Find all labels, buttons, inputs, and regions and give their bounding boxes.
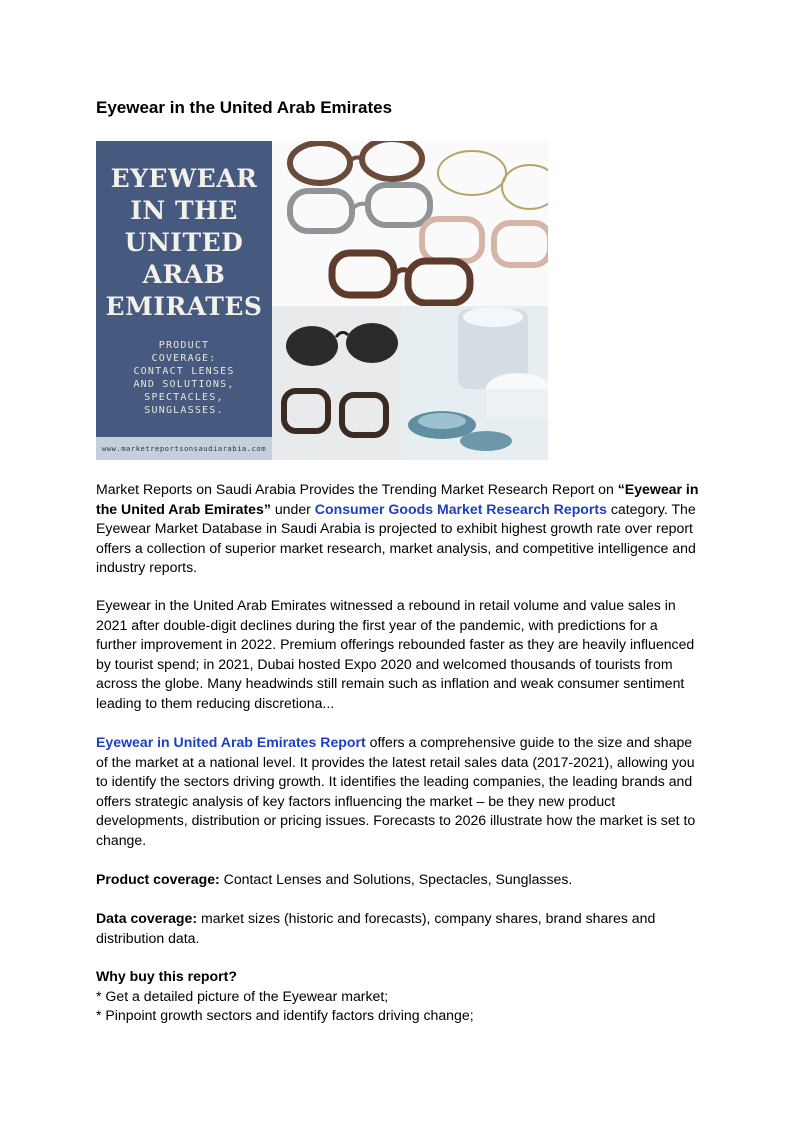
report-paragraph (96, 733, 700, 850)
report-title-bold: “Eyewear in the United Arab Emirates” (96, 481, 699, 517)
hero-subtitle-line: SPECTACLES, (144, 392, 224, 403)
intro-text: Market Reports on Saudi Arabia Provides the Trending Market Research Report on (96, 481, 618, 497)
why-buy-section (96, 967, 700, 1026)
product-coverage-text: Contact Lenses and Solutions, Spectacles, Sunglasses. (219, 871, 573, 887)
why-buy-heading (96, 967, 700, 987)
hero-subtitle-line: PRODUCT (158, 340, 210, 351)
hero-subtitle (96, 339, 272, 417)
hero-title-line: UNITED (124, 228, 244, 257)
product-coverage-label: Product coverage: (96, 871, 220, 887)
eyewear-report-link[interactable]: Eyewear in United Arab Emirates Report (96, 734, 366, 750)
list-item: * Pinpoint growth sectors and identify factors driving change; (96, 1007, 474, 1023)
hero-title-line: ARAB (142, 260, 226, 289)
product-coverage (96, 870, 700, 890)
page-title: Eyewear in the United Arab Emirates (96, 98, 393, 117)
hero-subtitle-line: CONTACT LENSES (133, 366, 235, 377)
hero-title (96, 163, 272, 323)
hero-image (96, 141, 548, 460)
data-coverage-label: Data coverage: (96, 910, 198, 926)
consumer-goods-link[interactable]: Consumer Goods Market Research Reports (314, 500, 607, 517)
eyeglasses-photo-icon (272, 141, 548, 460)
hero-title-line: EMIRATES (105, 292, 263, 321)
data-coverage (96, 909, 700, 948)
why-buy-heading-text: Why buy this report? (96, 968, 237, 984)
hero-title-line: EYEWEAR (110, 164, 258, 193)
hero-url: www.marketreportsonsaudiarabia.com (96, 437, 272, 460)
hero-banner (96, 141, 272, 460)
hero-title-line: IN THE (130, 196, 238, 225)
hero-subtitle-line: AND SOLUTIONS, (133, 379, 235, 390)
intro-paragraph (96, 480, 700, 578)
hero-subtitle-line: SUNGLASSES. (144, 405, 224, 416)
data-coverage-text: market sizes (historic and forecasts), company shares, brand shares and distribution data. (96, 910, 656, 946)
intro-text: under (270, 500, 315, 517)
hero-subtitle-line: COVERAGE: (151, 353, 217, 364)
intro-text: category. The Eyewear Market Database in Saudi Arabia is projected to exhibit highest growth rate over report offers a collection of superior market research, market analysis, and competitive intelligence and industry reports. (96, 500, 696, 575)
list-item: * Get a detailed picture of the Eyewear market; (96, 987, 389, 1004)
summary-paragraph: Eyewear in the United Arab Emirates witnessed a rebound in retail volume and value sales in 2021 after double-digit declines during the first year of the pandemic, with predictions for a further improvement in 2022. Premium offerings rebounded faster as they are heavily influenced by tourist spend; in 2021, Dubai hosted Expo 2020 and welcomed thousands of tourists from across the globe. Many headwinds still remain such as inflation and weak consumer sentiment leading to them reducing discretiona... (96, 597, 695, 711)
report-text: offers a comprehensive guide to the size and shape of the market at a national level. It provides the latest retail sales data (2017-2021), allowing you to identify the sectors driving growth. It identifies the leading companies, the leading brands and offers strategic analysis of key factors influencing the market – be they new product developments, distribution or pricing issues. Forecasts to 2026 illustrate how the market is set to change. (96, 734, 696, 848)
